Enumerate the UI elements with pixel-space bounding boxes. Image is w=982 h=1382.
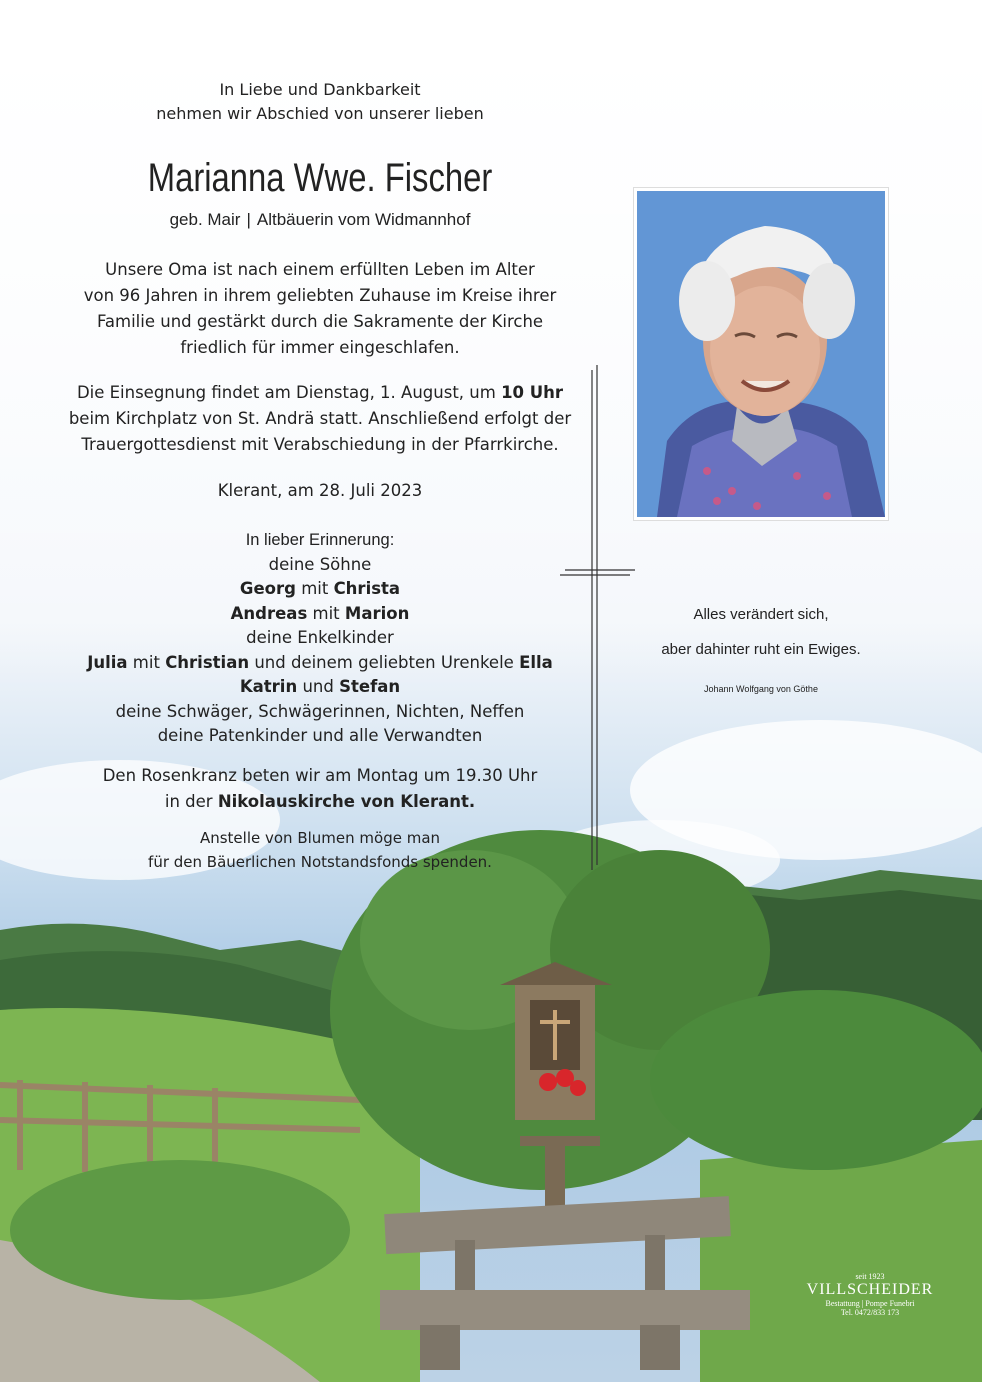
logo-subtitle: Bestattung | Pompe Funebri xyxy=(825,1299,915,1308)
separator: | xyxy=(246,210,251,229)
memory-section xyxy=(40,528,600,749)
text-line xyxy=(40,380,600,406)
family-name: Georg xyxy=(239,579,296,598)
title-text: Altbäuerin vom Widmannhof xyxy=(256,210,471,229)
funeral-home-logo xyxy=(790,1272,950,1317)
deceased-name: Marianna Wwe. Fischer xyxy=(147,156,493,200)
text-line: von 96 Jahren in ihrem geliebten Zuhause im Kreise ihrer xyxy=(83,286,557,305)
family-name: Christian xyxy=(165,652,250,672)
intro-line: In Liebe und Dankbarkeit xyxy=(219,80,421,99)
family-row xyxy=(40,577,600,602)
paragraph-death xyxy=(40,257,600,361)
memory-heading: In lieber Erinnerung: xyxy=(245,531,395,549)
text-line: beim Kirchplatz von St. Andrä statt. Anschließend erfolgt der xyxy=(68,409,572,428)
rosary-info xyxy=(40,763,600,815)
text-span: mit xyxy=(295,579,334,598)
text-line: Anstelle von Blumen möge man xyxy=(199,829,441,847)
quote-line-2: aber dahinter ruht ein Ewiges. xyxy=(661,641,861,658)
portrait-image xyxy=(637,191,885,517)
family-name: Marion xyxy=(344,603,410,623)
relatives-line: deine Patenkinder und alle Verwandten xyxy=(157,726,483,745)
family-name: Christa xyxy=(333,579,401,598)
text-span: und deinem geliebten Urenkele xyxy=(249,652,520,672)
logo-phone: Tel. 0472/833 173 xyxy=(840,1308,900,1317)
maiden-name: geb. Mair xyxy=(169,210,241,229)
text-line: Unsere Oma ist nach einem erfüllten Leben im Alter xyxy=(105,260,535,279)
paragraph-ceremony xyxy=(40,380,600,458)
logo-since: seit 1923 xyxy=(855,1272,885,1281)
place-date: Klerant, am 28. Juli 2023 xyxy=(217,481,423,500)
family-name: Katrin xyxy=(239,677,298,696)
text-span: und xyxy=(297,677,340,696)
donation-info xyxy=(40,826,600,874)
family-name: Stefan xyxy=(339,677,401,696)
text-span: in der xyxy=(164,792,218,811)
family-row xyxy=(40,602,600,627)
portrait-photo xyxy=(634,188,888,520)
family-row xyxy=(40,675,600,700)
text-line xyxy=(40,789,600,815)
text-line: Den Rosenkranz beten wir am Montag um 19.30 Uhr xyxy=(102,766,538,785)
intro-line: nehmen wir Abschied von unserer lieben xyxy=(156,104,484,123)
text-span: mit xyxy=(127,652,166,672)
sons-label: deine Söhne xyxy=(268,554,372,574)
logo-brand: VILLSCHEIDER xyxy=(806,1281,934,1298)
text-span: Die Einsegnung findet am Dienstag, 1. August, um xyxy=(76,383,502,402)
grandchildren-label: deine Enkelkinder xyxy=(246,628,394,647)
quote-author: Johann Wolfgang von Göthe xyxy=(704,684,818,694)
time-bold: 10 Uhr xyxy=(501,383,564,402)
text-span: mit xyxy=(307,603,345,623)
text-line: für den Bäuerlichen Notstandsfonds spenden. xyxy=(148,853,492,871)
family-name: Ella xyxy=(519,652,553,672)
text-line: friedlich für immer eingeschlafen. xyxy=(180,338,460,357)
deceased-subtitle xyxy=(40,207,600,233)
text-line: Familie und gestärkt durch die Sakramente der Kirche xyxy=(96,312,544,331)
text-line: Trauergottesdienst mit Verabschiedung in der Pfarrkirche. xyxy=(81,435,559,454)
relatives-line: deine Schwäger, Schwägerinnen, Nichten, Neffen xyxy=(115,701,525,721)
church-name: Nikolauskirche von Klerant. xyxy=(217,792,476,811)
intro-text xyxy=(60,78,580,126)
family-name: Andreas xyxy=(230,603,308,623)
family-row xyxy=(40,651,600,676)
quote-line-1: Alles verändert sich, xyxy=(693,606,829,623)
family-name: Julia xyxy=(87,652,128,672)
